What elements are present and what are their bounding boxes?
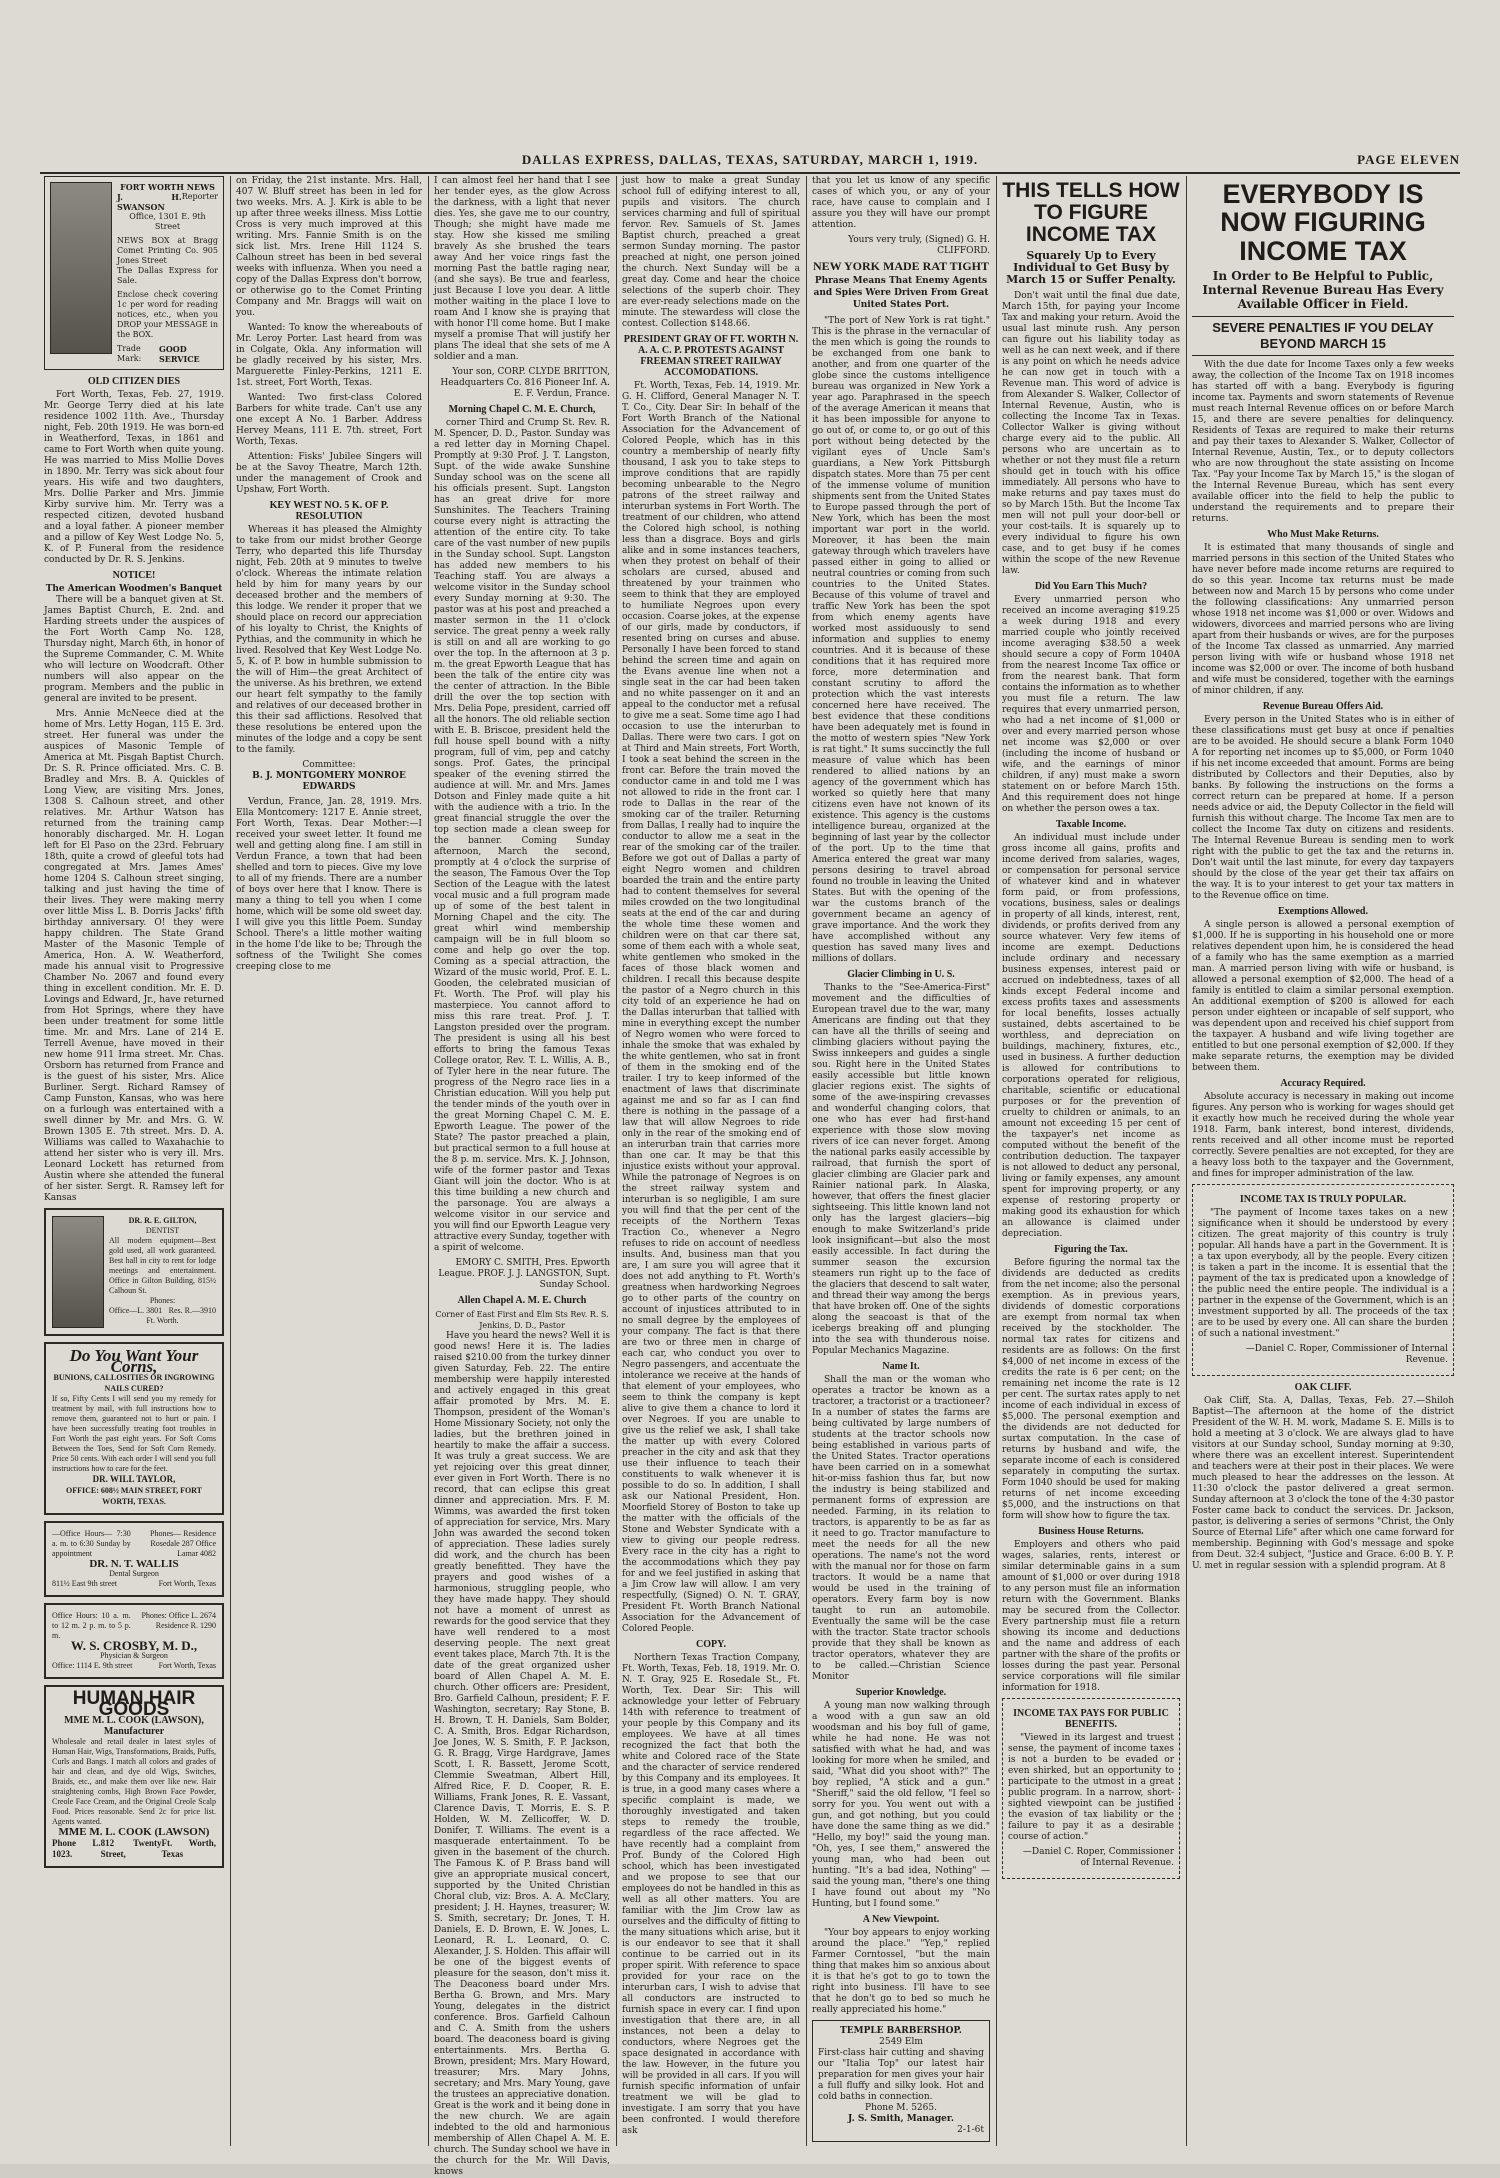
column-divider — [230, 176, 231, 2146]
barbershop-run-code: 2-1-6t — [957, 2125, 984, 2135]
old-citizen-article: Fort Worth, Texas, Feb. 27, 1919. Mr. George Terry died at his late residence 1002 11th. Ave., Thursday night, Feb. 20th 1919. He was born-ed in Weatherford, Texas, in 1861 and came to Fort Worth when quite young. He was married to Miss Mollie Doves in 1890. Mr. Terry was sick about four years. His wife and two daughters, Mrs. Dollie Parker and Mrs. Jimmie Kirby survive him. Mr. Terry was a respected citizen, devoted husband and a loyal father. A pioneer member and a pillow of Key West Lodge No. 5, K. of P. Funeral from the residence conducted by Dr. R. S. Jenkins. — [44, 390, 224, 565]
barbershop-manager: J. S. Smith, Manager. — [848, 2114, 954, 2124]
notice-article: There will be a banquet given at St. James Baptist Church, E. 2nd. and Harding streets under the auspices of the Fort Worth Camp No. 128, Thursday night, March 6th, in honor of the Supreme Commander, C. M. White who will lecture on Woodcraft. Other numbers will also appear on the program. Members and the public in general are invited to be present. — [44, 595, 224, 704]
reporter-portrait — [50, 182, 112, 354]
rat-tight-subheading: Phrase Means That Enemy Agents and Spies Were Driven From Great United States Port. — [813, 276, 989, 310]
crosby-ad — [44, 1603, 224, 1679]
corns-name: DR. WILL TAYLOR, — [92, 1474, 176, 1484]
earn-article: Every unmarried person who received an income averaging $19.25 a week during 1918 and every married couple who jointly received income averaging $38.50 a week should secure a copy of Form 1040A from the nearest Income Tax office or from the nearest bank. That form contains the information as to whether you must file a return. The law requires that every unmarried person, who had a net income of $1,000 or over and every married person whose net income was $2,000 or over (including the income of husband or wife, and the earnings of minor children, if any) must make a sworn statement on or before March 15th. And this requirement does not hinge on whether the person owes a tax. — [1002, 595, 1180, 815]
old-citizen-heading: OLD CITIZEN DIES — [87, 376, 181, 387]
crosby-address: Office: 1114 E. 9th street — [52, 1661, 133, 1670]
taxable-article: An individual must include under gross income all gains, profits and income derived from salaries, wages, or compensation for personal service of whatever kind and in whatever form paid, or from professions, vocations, business, sales or dealings in property of all kinds, interest, rent, dividends, or profits derived from any source whatever. Very few items of income are exempt. Deductions include ordinary and necessary business expenses, interest paid or accrued on indebtedness, taxes of all kinds except Federal income and excess profits taxes and assessments for local benefits, losses actually sustained, debts ascertained to be worthless, and depreciation on buildings, machinery, fixtures, etc., used in business. A further deduction is allowed for contributions to corporations operated for religious, charitable, scientific or educational purposes or for the prevention of cruelty to children or animals, to an amount not exceeding 15 per cent of the taxpayer's net income as computed without the benefit of the contribution deduction. The taxpayer is not allowed to deduct any personal, living or family expenses, any amount spent for improving property, or any expense of restoring property or making good its exhaustion for which an allowance is claimed under depreciation. — [1002, 833, 1180, 1240]
truly-popular-quote: "The payment of Income taxes takes on a new significance when it should be understood by every citizen. The great majority of this country is truly popular. All hands have a part in the Government. It is a tax upon everybody, all by the people. Every citizen is taken a part in the income. It is essential that the payment of the tax is predicated upon a knowledge of the public need the entire people. The individual is a partner in the expense of the Government, which is an investment supported by all. The proceeds of the tax are to be used by every one. All can share the burden of such a national investment." — [1198, 1208, 1448, 1340]
express-for-sale: The Dallas Express for Sale. — [117, 266, 218, 285]
committee-label: Committee: — [302, 760, 356, 770]
gilton-name: DR. R. E. GILTON, — [128, 1216, 197, 1225]
gilton-city: Ft. Worth. — [146, 1316, 179, 1325]
column-6 — [1002, 176, 1180, 2151]
column-divider — [806, 176, 807, 2146]
trademark-value: GOOD SERVICE — [159, 344, 200, 364]
page-masthead — [40, 152, 1460, 170]
column-2 — [236, 176, 422, 2151]
corns-headline: Do You Want Your Corns, — [69, 1346, 199, 1376]
masthead-rule — [40, 172, 1460, 174]
temple-barbershop-ad — [812, 2020, 990, 2142]
fort-worth-news-title: FORT WORTH NEWS — [120, 182, 215, 192]
barbershop-address: 2549 Elm — [879, 2037, 923, 2047]
who-must-heading: Who Must Make Returns. — [1267, 529, 1379, 541]
crosby-city: Fort Worth, Texas — [158, 1661, 216, 1670]
hair-address: 812 Twenty Street, — [100, 1838, 162, 1859]
wallis-name: DR. N. T. WALLIS — [89, 1558, 179, 1570]
reporter-name: J. H. SWANSON — [117, 192, 182, 212]
wallis-phones: Phones— Residence Rosedale 287 Office Lamar 4082 — [150, 1529, 216, 1558]
business-returns-article: Employers and others who paid wages, salaries, rents, interest or similar determinable gains in a sum amount of $1,000 or over during 1918 to any person must file an information return with the Government. Blanks may be secured from the Collector. Every partnership must file a return showing its income and deductions and the name and address of each partner with the share of the profits or losses during the past year. Personal service corporations will file similar information for 1918. — [1002, 1540, 1180, 1694]
column-1 — [44, 176, 224, 2151]
column-4 — [622, 176, 800, 2151]
allen-chapel-continued: just how to make a great Sunday school full of edifying interest to all, pupils and visitors. The church services charming and full of spiritual fervor. Rev. Samuels of St. James Baptist church, preached a great sermon Sunday morning. The pastor preached at night, one person joined the church. Next Sunday will be a great day. Come and hear the choice selections of the superb choir. They are ever-ready selections made on the minute. The stewardess will close the contest. Collection $148.66. — [622, 176, 800, 329]
public-benefits-quote: "Viewed in its largest and truest sense, the payment of income taxes is not a burden to be evaded or even shirked, but an opportunity to participate to the utmost in a great public program. In a narrow, short-sighted viewpoint can be justified the evasion of tax liability or the failure to pay it as a desirable course of action." — [1008, 1733, 1174, 1843]
allen-chapel-heading: Allen Chapel A. M. E. Church — [457, 1295, 587, 1306]
gilton-text: All modern equipment—Best gold used, all work guaranteed. Best hall in city to rent for lodge meetings and entertainment. Office in Gilton Building, 815½ Calhoun St. — [109, 1236, 216, 1295]
wanted-notice-2: Wanted: Two first-class Colored Barbers for white trade. Can't use any one except A No. 1 Barber. Address Hervey Means, 111 E. 7th. street, Fort Worth, Texas. — [236, 393, 422, 447]
rat-tight-article: "The port of New York is rat tight." This is the phrase in the vernacular of the men which is going the rounds to be exchanged from one bank to another, and from one quarter of the globe since the customs intelligence bureau was organized in New York a year ago. Paraphrased in the speech of the average American it means that it has been impossible for anyone to go out of, or come to, or go out of this port without being detected by the vigilant eyes of Uncle Sam's guardians, a New York Pittsburgh dispatch states. More than 75 per cent of the immense volume of munition shipments sent from the United States to Europe passed through the port of New York, which has been the most important war port in the world. Moreover, it has been the main gateway through which travelers have passed either in going to allied or neutral countries or coming from such countries to the United States. Because of this volume of travel and traffic New York has been the spot from which enemy agents have worked most assiduously to send information and supplies to enemy countries. And it is because of these conditions that it has required more force, more determination and constant scrutiny to afford the protection which the vast interests concerned here have received. The best evidence that these conditions have been adequately met is found in the motto of western spies "New York is rat tight." It sums succinctly the full measure of value which has been rendered to allied nations by an agency of the government which has worked so quietly here that many citizens even have not known of its existence. This agency is the customs intelligence bureau, organized at the beginning of last year by the collector of the port. Up to the time that America entered the great war many persons desiring to travel abroad found no trouble in leaving the United States. But with the opening of the war the customs branch of the government became an agency of grave importance. And the work they have accomplished without any question has saved many lives and millions of dollars. — [812, 316, 990, 964]
superior-knowledge-heading: Superior Knowledge. — [855, 1687, 947, 1698]
glacier-heading: Glacier Climbing in U. S. — [847, 969, 955, 980]
reporter-label: Reporter — [181, 192, 218, 201]
figuring-article: Before figuring the normal tax the dividends are deducted as credits from the net income; also the personal exemption. As in previous years, dividends of domestic corporations are exempt from normal tax when received by the stockholder. The normal tax rates for citizens and residents are as follows: On the first $4,000 of net income in excess of the credits the rate is 6 per cent; on the remaining net income the rate is 12 per cent. The surtax rates apply to net income of each individual in excess of $5,000. The personal exemption and the dividends are not deducted for surtax computation. In the case of returns by husband and wife, the separate income of each is considered separately in computing the surtax. Form 1040 should be used for making returns of net income exceeding $5,000, and the instructions on that form will show how to figure the tax. — [1002, 1258, 1180, 1522]
key-west-resolution: Whereas it has pleased the Almighty to take from our midst brother George Terry, who departed this life Thursday night, Feb. 20th at 9 minutes to twelve o'clock. Whereas the intimate relation held by him for many years by our deceased brother and the members of this lodge. We render it proper that we should place on record our appreciation of his loyalty to Christ, the Knights of Pythias, and the community in which he lived. Resolved that Key West Lodge No. 5, K. of P. bow in humble submission to the will of Him—the great Architect of the universe. As his brethren, we extend our heart felt sympathy to the family and relatives of our deceased brother in this their sad afflictions. Resolved that these resolutions be entered upon the minutes of the lodge and a copy be sent to the family. — [236, 525, 422, 755]
truly-popular-signature: —Daniel C. Roper, Commissioner of Internal Revenue. — [1245, 1344, 1448, 1366]
traction-reply-continued: that you let us know of any specific cases of which you, or any of your race, have cause to complain and I assure you they will have our prompt attention. — [812, 176, 990, 230]
name-it-article: Shall the man or the woman who operates a tractor be known as a tractorer, a tractorist or a tractioneer? In a number of states the farms are being cultivated by large numbers of students at the tractor schools now being established in various parts of the United States. Tractor operations have been carried on in a somewhat hit-or-miss fashion thus far, but now the industry is being stabilized and permanent forms of expression are needed. Farming, in its relation to tractors, is apparently to be as far as it need to go. Tractor manufacture to meet the needs for all the new operations. The name's not the word with the manual nor for those on farm tractors. It would be a name that would be used in the training of operators. Every farm boy is now taught to run an automobile. Eventually the same will be the case with the tractor. State tractor schools provide that they shall be known as tractor operators, whatever they are to be called.—Christian Science Monitor — [812, 1375, 990, 1682]
gilton-portrait — [52, 1216, 104, 1328]
corns-text: If so, Fifty Cents I will send you my remedy for treatment by mail, with full instructions how to remove them, guaranteed not to hurt or pain. I have been successfully treating foot troubles in Fort Worth the past eight years. For Soft Corns Between the Toes, Send for Soft Corn Remedy. Price 50 cents. With each order I will send you full instructions how to care for the feet. — [52, 1394, 216, 1473]
barbershop-text: First-class hair cutting and shaving our "Italia Top" our latest hair preparation for men gives your hair a full fluffy and silky look. Hot and cold baths in connection. — [818, 2048, 984, 2102]
corns-office: OFFICE: 608½ MAIN STREET, FORT WORTH, TEXAS. — [65, 1486, 203, 1506]
column-5 — [812, 176, 990, 2151]
income-tax-article: Don't wait until the final due date, March 15th, for paying your Income Tax and making your return. Avoid the usual last minute rush. Any person can figure out his liability today as well as he can next week, and if there is any point on which he needs advice he can now get in touch with a Revenue man. This word of advice is from Alexander S. Walker, Collector of Internal Revenue, Austin, who is collecting the Income Tax in Texas. Collector Walker is giving without charge every aid to the public. All persons who are uncertain as to whether or not they must file a return should get in touch with his office immediately. All persons who have to make returns and pay taxes must do so by March 15th. But the Income Tax men will not pull your door-bell or your cost-tails. It is squarely up to every individual to figure his own case, and to get busy if he comes within the scope of the new Revenue law. — [1002, 291, 1180, 577]
who-must-article: It is estimated that many thousands of single and married persons in this section of the United States who have never before made income returns are required to do so this year. Income tax returns must be made between now and March 15 by persons who come under the following classifications: Any unmarried person whose 1918 net income was $1,000 or over. Widows and widowers, divorcees and married persons who are living apart from their husbands or wives, are for the purposes of the Income Tax classed as unmarried. Any married person living with wife or husband whose 1918 net income was $2,000 or over. The income of both husband and wife must be considered, together with the earnings of minor children, if any. — [1192, 543, 1454, 697]
wallis-role: Dental Surgeon — [109, 1569, 159, 1578]
soldier-poem: I can almost feel her hand that I see her tender eyes, as the glow Across the darkness, with a light that never dies. Yes, she gave me to our country, Though; she might have made me stay. How she kissed me smiling bravely As she brushed the tears away And her voice rings fast the morning Past the battle raging near, (and she says). Be true and fearless, just Because I love you dear. A little mother waiting in the place I love to roam And I know she is praying that with honor I'll come home. But I make myself a promise That will justify her plans The ideal that she sets of me A soldier and a man. — [434, 176, 610, 362]
allen-chapel-subheading: Corner of East First and Elm Sts Rev. R. S. Jenkins, D. D., Pastor — [435, 1310, 609, 1330]
column-divider — [996, 176, 997, 2146]
hair-name: MME M. L. COOK (LAWSON) — [58, 1826, 210, 1838]
crosby-phones: Phones: Office L. 2674 Residence R. 1290 — [141, 1611, 216, 1630]
gilton-office-phone: Office—L. 3801 — [109, 1306, 163, 1315]
name-it-heading: Name It. — [882, 1361, 920, 1372]
corns-subheadline: BUNIONS, CALLOSITIES OR INGROWING NAILS CURED? — [53, 1373, 215, 1393]
morning-chapel-heading: Morning Chapel C. M. E. Church, — [448, 404, 596, 415]
gilton-role: DENTIST — [145, 1226, 180, 1235]
penalty-notice: SEVERE PENALTIES IF YOU DELAY BEYOND MARCH 15 — [1212, 320, 1434, 352]
corns-ad — [44, 1342, 224, 1515]
exemptions-heading: Exemptions Allowed. — [1277, 906, 1368, 918]
attention-notice: Attention: Fisks' Jubilee Singers will be at the Savoy Theatre, March 12th. under the management of Crook and Upshaw, Fort Worth. — [236, 452, 422, 495]
new-viewpoint-article: "Your boy appears to enjoy working around the place." "Yep," replied Farmer Corntossel, "but the main thing that makes him so anxious about it is that he's got to go to town the right into business. I'll have to see that he don't go to bed so much he really appreciated his home." — [812, 1928, 990, 2015]
rat-tight-heading: NEW YORK MADE RAT TIGHT — [812, 259, 990, 273]
public-benefits-heading: INCOME TAX PAYS FOR PUBLIC BENEFITS. — [1013, 1708, 1169, 1731]
wallis-ad — [44, 1521, 224, 1597]
gilton-phones: Phones: — [149, 1296, 176, 1305]
wallis-hours: —Office Hours— 7:30 a. m. to 6:30 Sunday by appointment — [52, 1529, 131, 1558]
new-viewpoint-heading: A New Viewpoint. — [862, 1914, 940, 1925]
gray-protest-letter: Ft. Worth, Texas, Feb. 14, 1919. Mr. G. H. Clifford, General Manager N. T. T. Co., City. Dear Sir: In behalf of the Fort Worth Branch of the National Association for the Advancement of Colored People, which has in this country a membership of nearly fifty thousand, I ask you to take steps to improve conditions that are rapidly becoming unbearable to the Negro patrons of the street railway and interurban systems in Fort Worth. The treatment of our children, who attend the Colored high school, is nothing less than a disgrace. Boys and girls alike and in some instances teachers, when they protest on behalf of their scholars are cursed, abused and threatened by your trainmen who seem to think that they are employed to humiliate Negroes upon every occasion. Coarse jokes, at the expense of our girls, made by conductors, if resented bring on curses and abuse. Personally I have been forced to stand behind the screen time and again on the Evans avenue line when not a single seat in the car had been taken and no white passenger on it and an appeal to the conductor met a refusal to give me a seat. Some time ago I had occasion to use the interurban to Dallas. There were two cars. I got on at Third and Main streets, Fort Worth, I took a seat behind the screen in the front car. Before the train moved the conductor came in and told me I was not allowed to ride in the front car. I rode to Dallas in the rear of the smoking car of the trailer. Returning from Dallas, I really had to inquire the conductor to allow me a seat in the rear of the smoking car of the trailer. Before we got out of Dallas a party of eight Negro women and children boarded the train and the entire party had to content themselves for several miles crowded on the two longitudinal seats at the end of the car and during the whole time these women and children were on that car there sat, some of them each with a whole seat, white gentlemen who smoked in the faces of those black women and children. I recall this because despite the pastor of a Negro church in this city told of an experience he had on the Dallas interurban that tallied with mine in everything except the number of Negro women who were forced to inhale the smoke that was exhaled by the white gentlemen, who sat in front of them in the smoking end of the trailer. I try to keep informed of the enactment of laws that discriminate against me and so far as I can find there is nothing in the passage of a law that will allow Negroes to ride only in the rear of the smoking end of an interurban train that carries more than one car. It may be that this injustice exists without your approval. While the patronage of Negroes is on the street railway system and interurban is so negligible, I am sure you will find that the per cent of the receipts of the Northern Texas Traction Co., whenever a Negro refuses to ride on account of needless insults. And, business man that you are, I am sure you will agree that it does not add anything to Ft. Worth's greatness when hardworking Negroes go to other parts of the country on account of injustices attributed to in no small degree by the employees of your company. The fact is that there are two or three men in charge of each car, who conduct you over to Negro passengers, and accentuate the intolerance we receive at the hands of that element of your employees, who seem to think the company is kept alive to give them a chance to lord it over Negroes. If you are unable to give us the relief we ask, I shall take the matter up with every Colored preacher in the city and ask that they use their influence to teach their constituents to walk whenever it is possible to do so. In addition, I shall ask our National President, Hon. Moorfield Storey of Boston to take up the matter with the officials of the Stone and Webster Syndicate with a view to giving our people redress. Every race in the city has a right to the accommodations which they pay for and we feel justified in asking that a Jim Crow law will allow. I am very respectfully, (Signed) O. N. T. GRAY, President Ft. Worth Branch National Association for the Advancement of Colored People. — [622, 381, 800, 1634]
page-number: PAGE ELEVEN — [1357, 152, 1460, 167]
trademark-label: Trade Mark: — [117, 344, 142, 363]
crosby-hours: Office Hours: 10 a. m. to 12 m. 2 p. m. to 5 p. m. — [52, 1611, 131, 1640]
office-address: Office, 1301 E. 9th Street — [129, 212, 206, 231]
column-7 — [1192, 176, 1454, 2151]
exemptions-article: A single person is allowed a personal exemption of $1,000. If he is supporting in his household one or more relatives dependent upon him, he is considered the head of a family who has the same exemption as a married man. A married person living with wife or husband, is allowed a personal exemption of $2,000. The head of a family is entitled to claim a similar personal exemption. An additional exemption of $200 is allowed for each person under eighteen or incapable of self support, who was dependent upon and received his chief support from the taxpayer. A husband and wife living together are entitled to but one personal exemption of $2,000. If they make separate returns, the exemption may be divided between them. — [1192, 920, 1454, 1074]
wallis-address: 811½ East 9th street — [52, 1579, 118, 1588]
column-divider — [428, 176, 429, 2146]
enclose-notice: Enclose check covering 1c per word for reading notices, etc., when you DROP your MESSAGE in the BOX. — [117, 290, 218, 339]
oak-cliff-heading: OAK CLIFF. — [1294, 1382, 1352, 1394]
gray-protest-heading: PRESIDENT GRAY OF FT. WORTH N. A. A. C. P. PROTESTS AGAINST FREEMAN STREET RAILWAY ACCOMODATIONS. — [623, 334, 799, 378]
business-returns-heading: Business House Returns. — [1038, 1526, 1144, 1538]
glacier-article: Thanks to the "See-America-First" movement and the difficulties of European travel due to the war, many Americans are finding out that they can have all the thrills of seeing and climbing glaciers without paying the Swiss innkeepers and guides a single sou. Right here in the United States easily accessible but little known glacier regions exist. The sights of some of the awe-inspiring crevasses and wonderful changing colors, that one who has ever had first-hand experience with those slow moving rivers of ice can never forget. Among the national parks easily accessible by railroad, that furnish the sport of glacier climbing are Glacier park and Rainier national park. In Alaska, however, that offers the finest glacier sightseeing. This little known land not only has the largest glaciers—big enough to make Switzerland's pride look insignificant—but also the most easily accessible. In fact during the summer season the excursion steamers run right up to the face of the glaciers that descend to salt water, and thread their way among the bergs that have broken off. One of the sights along the seacoast is that of the icebergs breaking off and plunging into the sea with thunderous noise. Popular Mechanics Magazine. — [812, 983, 990, 1356]
social-notes-continued: on Friday, the 21st instante. Mrs. Hall, 407 W. Bluff street has been in led for two weeks. Mrs. A. J. Kirk is able to be up after three weeks illness. Miss Lottie Cross is very much improved at this writing. Mrs. Fannie Smith is on the sick list. Mrs. Irene Hill 1124 S. Calhoun street has been in bed several weeks with influenza. When you need a copy of the Dallas Express don't borrow, or otherwise go to the Comet Printing Company and Mr. Braggs will wait on you. — [236, 176, 422, 318]
taxable-heading: Taxable Income. — [1055, 819, 1127, 831]
fort-worth-news-box — [44, 176, 224, 370]
accuracy-heading: Accuracy Required. — [1280, 1078, 1366, 1090]
news-box-info: NEWS BOX at Bragg Comet Printing Co. 905 Jones Street — [117, 236, 218, 265]
crosby-role: Physician & Surgeon — [100, 1651, 168, 1660]
hair-goods-ad — [44, 1685, 224, 1868]
hair-headline: HUMAN HAIR GOODS — [72, 1688, 196, 1720]
income-tax-subheading: Squarely Up to Every Individual to Get Busy by March 15 or Suffer Penalty. — [1006, 249, 1176, 287]
figuring-heading: Figuring the Tax. — [1054, 1244, 1128, 1256]
column-3 — [434, 176, 610, 2177]
key-west-heading: KEY WEST NO. 5 K. OF P. RESOLUTION — [269, 500, 389, 522]
oak-cliff-article: Oak Cliff, Sta. A, Dallas, Texas, Feb. 27.—Shiloh Baptist—The afternoon at the home of the district President of the W. H. M. work, Madame S. E. Mills is to hold a meeting at 3 o'clock. We are always glad to have visitors at our Sunday school, Sunday morning at 9:30, where there was an excellent interest. Superintendent and teachers were at their post in their places. We were much pleased to hear the addresses on the lesson. At 11:30 o'clock the pastor delivered a great sermon. Sunday afternoon at 3 o'clock the tone of the 4:30 pastor Foster came back to conduct the services. Dr. Jackson, pastor, is delivering a series of sermons "Christ, the Only Source of Eternal Life" after which one came forward for membership. Beginning with God's message and spoke from Deut. 32:4 subject, "Justice and Grace. 6:00 B. Y. P. U. met in regular session with a splendid program. At 8 — [1192, 1396, 1454, 1572]
traction-reply-signature: Yours very truly, (Signed) G. H. CLIFFORD. — [848, 235, 990, 256]
barbershop-phone: Phone M. 5265. — [865, 2103, 937, 2113]
morning-chapel-article: corner Third and Crump St. Rev. R. M. Spencer, D. D., Pastor. Sunday was a red letter day in Morning Chapel. Promptly at 9:30 Prof. J. T. Langston, Supt. of the wide awake Sunshine Sunday school was on the scene all his officials present. Supt. Langston has an great drive for more Sunshinites. The Teachers Training course every night is attracting the attention of the entire city. To take care of the vast number of new pupils in the Sunday school. Supt. Langston has added new members to his Teaching staff. You are always a welcome visitor in the Sunday school every Sunday morning at 9:30. The pastor was at his post and preached a master sermon in the 11 o'clock service. The great penny a week rally is still on and all are working to go over the top. In the afternoon at 3 p. m. the great Epworth League that has been the talk of the entire city was the center of attraction. In the Bible drill the over the top section with Mrs. Delia Pope, president, carried off all the honors. The old reliable section with E. B. Briscoe, president held the full house spell bound with a nifty program, full of vim, pep and catchy songs. Prof. Gates, the principal speaker of the evening stirred the audience at will. Mr. and Mrs. James Dotson and Finley made quite a hit with the audience with a trio. In the great financial struggle the over the top section made a clean sweep for the banner. Coming Sunday afternoon, March the second, promptly at 4 o'clock the surprise of the season, The Famous Over the Top Section of the League with the latest vocal music and a full program made up of some of the best talent in Morning Chapel and the city. The great whirl wind membership campaign will be in full bloom so come and help go over the top. Coming as a special attraction, the Wizard of the music world, Prof. E. L. Gooden, the celebrated musician of Ft. Worth. The Prof. will play his masterpiece. You cannot afford to miss this rare treat. Prof. J. T. Langston presided over the program. The president is using all his best efforts to bring the famous Texas College orator, Rev. T. L. Willis, A. B., of Tyler here in the near future. The progress of the Negro race lies in a Christian education. Will you help put the tender minds of the youth over in the great Morning Chapel C. M. E. Epworth League. The power of the State? The pastor preached a plain, but practical sermon to a full house at the 8 p. m. service. Mrs. K. J. Johnson, wife of the former pastor and Texas Giant will join the doctor. Who is at this time building a new church and the parsonage. You are always a welcome visitor in our service and you will find our Epworth League very attractive every Sunday, together with a spirit of welcome. — [434, 418, 610, 1253]
hair-phone: Phone L. 1023. — [52, 1838, 101, 1859]
soldier-letter: Verdun, France, Jan. 28, 1919. Mrs. Ella Montcomery: 1217 E. Annie street, Fort Worth, Texas. Dear Mother:—I received your sweet letter. It found me well and getting along fine. I am still in Verdun France, a town that had been shelled and torn to pieces. Give my love to all of my friends. There are a number of boys over here that I know. There is many a thing to tell you when I come home, which will be some old sweet day. I will give you this little Poem. Sunday School. There's a little mother waiting in the home I'de like to be; Through the softness of the Twilight She comes creeping close to me — [236, 797, 422, 972]
public-benefits-box — [1002, 1698, 1180, 1879]
barbershop-name: TEMPLE BARBERSHOP. — [840, 2026, 962, 2036]
morning-chapel-signature: EMORY C. SMITH, Pres. Epworth League. PROF. J. J. LANGSTON, Supt. Sunday School. — [438, 1258, 610, 1290]
gilton-res-phone: Res. R.—3910 — [168, 1306, 216, 1315]
truly-popular-box — [1192, 1184, 1454, 1376]
hair-text: Wholesale and retail dealer in latest styles of Human Hair, Wigs, Transformations, Braids, Puffs, Curls and Bangs. I match all colors and grades of hair and clean, and dye old Wigs, Switches, Braids, etc., and make them over like new. Hair straightening combs, High Brown Face Powder, Creole Face Cream, and the Original Creole Scalp Food. Prices reasonable. Send 2c for price list. Agents wanted. — [52, 1737, 216, 1826]
income-tax-headline: THIS TELLS HOW TO FIGURE INCOME TAX — [1002, 179, 1180, 247]
notice-heading: NOTICE! — [112, 570, 156, 581]
truly-popular-heading: INCOME TAX IS TRULY POPULAR. — [1239, 1194, 1407, 1206]
everybody-tax-article: With the due date for Income Taxes only a few weeks away, the collection of the Income Tax on 1918 incomes has started off with a bang. Everybody is figuring income tax. Payments and sworn statements of Revenue must reach Internal Revenue offices on or before March 15, and there are severe penalties for delinquency. Residents of Texas are required to make their returns and pay their taxes to Alexander S. Walker, Collector of Internal Revenue, Austin, Tex., or to deputy collectors who are now throughout the state assisting on Income Tax. "Pay your Income Tax by March 15," is the slogan of the Internal Revenue Bureau, which has sent every available officer into the field to help the public to understand the requirements and to prepare their returns. — [1192, 360, 1454, 525]
crosby-name: W. S. CROSBY, M. D., — [70, 1638, 198, 1653]
notice-subheading: The American Woodmen's Banquet — [45, 584, 223, 594]
masthead-date: DALLAS EXPRESS, DALLAS, TEXAS, SATURDAY, MARCH 1, 1919. — [521, 152, 979, 167]
superior-knowledge-article: A young man now walking through a wood with a gun saw an old woodsman and his boy full of game, while he had none. He was not satisfied with what he had, and was looking for more when he smiled, and said, "What did you shoot with?" The boy replied, "A stick and a gun." "Sheriff," said the old fellow, "I feel so sorry for you. You went out with a gun, and got nothing, but you could have done the same thing as we did." "Hello, my boy!" said the young man. "Oh, yes, I see them," answered the young man, who had been out hunting. "It's a bad idea, Nothing" —said the young man, "there's one thing I have found out about my "No Hunting, but I found some." — [812, 1701, 990, 1909]
bureau-aid-heading: Revenue Bureau Offers Aid. — [1262, 701, 1384, 713]
column-divider — [616, 176, 617, 2146]
accuracy-article: Absolute accuracy is necessary in making out income figures. Any person who is working for wages should get it exactly how much he received during the whole year 1918. Farm, bank interest, bond interest, dividends, rents received and all other income must be reported correctly. Severe penalties are not excepted, for they are a heavy loss both to the taxpayer and the Government, and fines for improper administration of the law. — [1192, 1092, 1454, 1180]
bureau-aid-article: Every person in the United States who is in either of these classifications must get busy at once if penalties are to be avoided. He should secure a blank Form 1040 A for reporting net incomes up to $5,000, or Form 1040 if his net income exceeded that amount. Forms are being distributed by Collectors and their Deputies, also by banks. By following the instructions on the forms a correct return can be prepared at home. If a person needs advice or aid, the Deputy Collector in the field will furnish this without charge. The Income Tax men are to collect the Income Tax duty on citizens and residents. The Internal Revenue Bureau is sending men to work right with the public to get the tax and the returns in. Don't wait until the last minute, for every day taxpayers should by the close of the year get their tax affairs on the way. It is to your interest to get your tax matters in to the Revenue office on time. — [1192, 715, 1454, 902]
committee-names: B. J. MONTGOMERY MONROE EDWARDS — [252, 771, 406, 792]
public-benefits-signature: —Daniel C. Roper, Commissioner of Internal Revenue. — [1022, 1847, 1174, 1869]
social-notes: Mrs. Annie McNeece died at the home of Mrs. Letty Hogan, 115 E. 3rd. street. Her funeral was under the auspices of Masonic Temple of America at Mt. Pisgah Baptist Church. Dr. S. R. Prince officiated. Mrs. C. B. Bradley and Mrs. B. A. Quickles of Long View, are visiting Mrs. Jones, 1308 S. Calhoun street, and other relatives. Mr. Arthur Watson has returned from the training camp honorably discharged. Mr. H. Logan left for El Paso on the 23rd. February 18th, quite a crowd of gleeful tots had congregated at Mrs. James Ames' home 1204 S. Calhoun street singing, talking and just having the time of their lives. They were making merry over little Miss L. B. Dorris Jacks' fifth birthday anniversary. O! they were happy children. The State Grand Master of the Masonic Temple of America, Hon. A. W. Weatherford, made his annual visit to Progressive Chamber No. 2067 and found every thing in excellent condition. Mr. E. D. Lovings and Edward, Jr., have returned from Hot Springs, where they have been under treatment for some little time. Mr. and Mrs. Lane of 214 E. Terrell Avenue, have moved in their new home 911 Irma street. Mr. Chas. Orsborn has returned from France and is the guest of his sister, Mrs. Alice Burliner. Sergt. Richard Ramsey of Camp Funston, Kansas, who was here on a furlough was entertained with a swell dinner by Mr. and Mrs. G. W. Brown 1305 E. 7th street. Mrs. D. A. Williams was called to Waxahachie to attend her sister who is very ill. Mrs. Leonard Lockett has returned from Austin where she attended the funeral of her sister. Sergt. R. Ramsey left for Kansas — [44, 709, 224, 1203]
everybody-tax-subheading: In Order to Be Helpful to Public, Internal Revenue Bureau Has Every Available Officer in Field. — [1202, 269, 1444, 312]
wallis-city: Fort Worth, Texas — [158, 1579, 216, 1588]
hair-subheadline: MME M. L. COOK (LAWSON), Manufacturer — [64, 1715, 204, 1737]
everybody-tax-headline: EVERYBODY IS NOW FIGURING INCOME TAX — [1220, 179, 1426, 266]
allen-chapel-article: Have you heard the news? Well it is good news! Here it is. The ladies raised $210.00 from the turkey dinner given Saturday, Feb. 22. The entire membership were happily interested and actively engaged in this great affair promoted by Mrs. M. E. Thompson, president of the Woman's Home Missionary Society, not only the ladies, but the brethren joined in heartily to make the affair a success. It was truly a great success. We are yet rejoicing over this great dinner, ever given in Fort Worth. There is no record, that can eclipse this great dinner and appreciation. Mrs. F. M. Wimms, was awarded the first token of appreciation for service, Mrs. Mary John was awarded the second token of appreciation. These ladies surely did work, and the church has been greatly benefitted. They have the prayers and good wishes of a harmonious, struggling people, who they have made happy. They should not have a moment of unrest as rewards for the good service that they have well rendered to a most deserving people. The next great event takes place, March 7th. It is the date of the great organized usher board of Allen Chapel A. M. E. church. Other officers are: President, Bro. Garfield Calhoun, president; F. F. Washington, secretary; Ray Stone, B. H. Brown, T. H. Daniels, Sam Bolder, C. A. Smith, Bros. Edgar Richardson, Joe Jones, W. S. Smith, F. P. Jackson, G. R. Bragg, Virge Hardgrave, James Scott, I. R. Bassett, Jerome Scott, Clemmie Sweatman, Albert Hill, Alfred Rice, F. D. Cooper, R. E. Williams, Frank Jones, R. E. Vassant, Clarence Davis, T. Morris, E. S. P. Holden, W. M. Zellicoffer, W. D. Donifer, T. Williams. The event is a masquerade entertainment. To be given in the basement of the church. The Famous K. of P. Brass band will give an appropriate musical concert, supported by the United Christian Choral club, viz: Bros. A. A. McClary, president; J. H. Haynes, treasurer; W. S. Smith, secretary; Dr. Jones, T. H. Daniels, E. D. Brown, E. W. Jones, L. Leonard, R. L. Leonard, O. C. Alexander, J. S. Holden. This affair will be one of the biggest events of pleasure for the season, don't miss it. The Deaconess board under Mrs. Bertha G. Brown, and Mrs. Mary Young, delegates in the district conference. Bros. Garfield Calhoun and C. A. Smith from the ushers board. The deaconess board is giving entertainments. Mrs. Bertha G. Brown, president; Mrs. Mary Howard, treasurer; Mrs. Mary Johns, secretary; and Mrs. Mary Young, gave the trustees an appreciative donation. Great is the work and it being done in the new church. We are again indebted to the old and harmonious membership of Allen Chapel A. M. E. church. The Sunday school we have in the church for the Mr. Will Davis, knows — [434, 1331, 610, 2177]
copy-heading: COPY. — [696, 1639, 726, 1650]
column-divider — [1186, 176, 1187, 2146]
hair-city: Ft. Worth, Texas — [161, 1838, 216, 1859]
earn-heading: Did You Earn This Much? — [1034, 581, 1148, 593]
wanted-notice-1: Wanted: To know the whereabouts of Mr. Leroy Porter. Last heard from was in Colgate, Okla. Any information will be gladly received by his sister, Mrs. Marguerette Finley-Perkins, 1211 E. 1st. street, Fort Worth, Texas. — [236, 323, 422, 388]
traction-reply-letter: Northern Texas Traction Company, Ft. Worth, Texas, Feb. 18, 1919. Mr. O. N. T. Gray, 925 E. Rosedale St., Ft. Worth, Tex. Dear Sir: This will acknowledge your letter of February 14th with reference to treatment of your people by this Company and its employees. We have at all times recognized the fact that both the white and Colored race of the State and the character of service rendered by this Company and its employees. It is true, in a good many cases where a specific complaint is made, we thoroughly investigated and taken steps to remedy the trouble, regardless of the race affected. We have recently had a complaint from Prof. Bundy of the Colored High school, which has been investigated and we propose to see that our employees do not be handled in this as well as all other matters. You are familiar with the Jim Crow law as ourselves and the difficulty of fitting to the many situations which arise, but it is our endeavor to see that it shall continue to be carried out in its proper spirit. With reference to space provided for your race on the interurban cars, I wish to advise that all conductors are instructed to furnish space in every car. I find upon investigation that there are, in all instances, not been a delay to conductors, where Negroes get the space designated in accordance with the law. However, in the future you will be provided in all cars. If you will furnish specific information of unfair treatment we will be glad to investigate. I am sorry that you have been confronted. I would therefore ask — [622, 1653, 800, 2136]
soldier-signature: Your son, CORP. CLYDE BRITTON, Headquarters Co. 816 Pioneer Inf. A. E. F. Verdun, France. — [440, 367, 610, 399]
gilton-ad — [44, 1208, 224, 1336]
